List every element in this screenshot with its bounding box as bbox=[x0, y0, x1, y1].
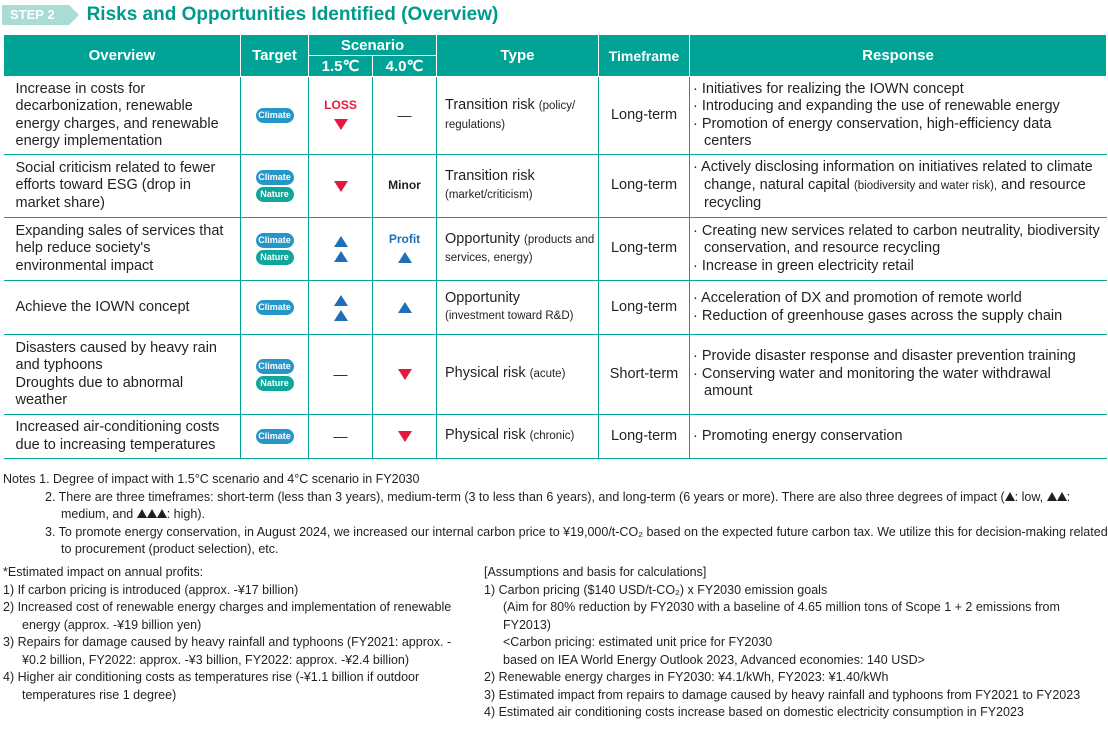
col-response: Response bbox=[690, 35, 1107, 77]
table-row bbox=[4, 77, 1107, 155]
minor-label: Minor bbox=[373, 155, 437, 218]
up-arrow-icon bbox=[398, 302, 412, 313]
up-arrow-icon bbox=[334, 295, 348, 306]
climate-badge: Climate bbox=[256, 233, 294, 248]
col-overview: Overview bbox=[4, 35, 241, 77]
table-row bbox=[4, 155, 1107, 218]
note-2: 2. There are three timeframes: short-term (less than 3 years), medium-term (3 to less than 6 years), and long-term (6 years or more). There are also three degrees of impact ( : low, : medium, and : high). bbox=[45, 489, 1071, 521]
nature-badge: Nature bbox=[256, 187, 294, 202]
impact-title: *Estimated impact on annual profits: bbox=[3, 565, 204, 579]
triangle-icon bbox=[1057, 492, 1067, 501]
response-item: · Promotion of energy conservation, high-efficiency data centers bbox=[693, 115, 1052, 149]
timeframe-cell: Long-term bbox=[599, 415, 690, 459]
page-title: Risks and Opportunities Identified (Overview) bbox=[86, 4, 499, 25]
table-row bbox=[4, 335, 1107, 415]
impact-item: 3) Repairs for damage caused by heavy rainfall and typhoons (FY2021: approx. -¥0.2 billion, FY2022: approx. -¥3 billion, FY2022: approx. -¥2.4 billion) bbox=[3, 635, 452, 667]
overview-cell: Increase in costs for decarbonization, renewable energy charges, and renewable energy implementation bbox=[4, 77, 241, 155]
type-main: Opportunity bbox=[445, 230, 520, 247]
col-type: Type bbox=[437, 35, 599, 77]
scenario-1-5-cell: — bbox=[309, 335, 373, 415]
response-item: · Actively disclosing information on initiatives related to climate change, natural capital (biodiversity and water risk), and resource recycling bbox=[693, 159, 1093, 212]
impact-item: 1) If carbon pricing is introduced (approx. -¥17 billion) bbox=[3, 582, 299, 597]
assumption-item: 1) Carbon pricing ($140 USD/t-CO₂) x FY2030 emission goals bbox=[484, 582, 828, 597]
estimated-impact bbox=[3, 564, 453, 704]
type-main: Transition risk bbox=[445, 168, 535, 184]
note-1: Notes 1. Degree of impact with 1.5°C scenario and 4°C scenario in FY2030 bbox=[3, 472, 420, 486]
assumption-item: 3) Estimated impact from repairs to damage caused by heavy rainfall and typhoons from FY2021 to FY2023 bbox=[484, 687, 1081, 702]
loss-label: LOSS bbox=[324, 98, 357, 113]
profit-label: Profit bbox=[388, 231, 421, 246]
type-sub: (products and services, energy) bbox=[445, 233, 595, 264]
scenario-4-0-cell: — bbox=[373, 77, 437, 155]
type-main: Transition risk bbox=[445, 97, 535, 113]
triangle-icon bbox=[1005, 492, 1015, 501]
overview-cell: Expanding sales of services that help reduce society's environmental impact bbox=[4, 218, 241, 281]
down-arrow-icon bbox=[334, 181, 348, 192]
climate-badge: Climate bbox=[256, 170, 294, 185]
type-main: Opportunity bbox=[445, 289, 520, 306]
overview-line: Droughts due to abnormal weather bbox=[15, 374, 184, 408]
up-arrow-icon bbox=[334, 310, 348, 321]
assumption-detail: based on IEA World Energy Outlook 2023, Advanced economies: 140 USD> bbox=[503, 652, 925, 667]
assumptions bbox=[484, 564, 1108, 722]
triangle-icon bbox=[157, 509, 167, 518]
col-scenario-1-5: 1.5℃ bbox=[309, 56, 373, 77]
response-item: · Acceleration of DX and promotion of remote world bbox=[693, 290, 1022, 306]
response-item: · Reduction of greenhouse gases across the supply chain bbox=[693, 307, 1063, 324]
timeframe-cell: Long-term bbox=[599, 218, 690, 281]
down-arrow-icon bbox=[334, 119, 348, 130]
risk-opportunity-table bbox=[3, 34, 1107, 459]
col-scenario: Scenario bbox=[309, 35, 437, 56]
type-main: Physical risk bbox=[445, 365, 526, 382]
table-row bbox=[4, 415, 1107, 459]
up-arrow-icon bbox=[334, 236, 348, 247]
timeframe-cell: Long-term bbox=[599, 77, 690, 155]
type-sub: (policy/ regulations) bbox=[445, 100, 576, 131]
climate-badge: Climate bbox=[256, 300, 294, 315]
table-row bbox=[4, 218, 1107, 281]
col-timeframe: Timeframe bbox=[599, 35, 690, 77]
climate-badge: Climate bbox=[256, 429, 294, 444]
assumptions-title: [Assumptions and basis for calculations] bbox=[484, 565, 707, 579]
type-sub: (chronic) bbox=[529, 430, 575, 443]
response-item: · Introducing and expanding the use of renewable energy bbox=[693, 98, 1060, 114]
down-arrow-icon bbox=[398, 369, 412, 380]
response-item: · Initiatives for realizing the IOWN concept bbox=[693, 80, 964, 97]
col-scenario-4-0: 4.0℃ bbox=[373, 56, 437, 77]
triangle-icon bbox=[137, 509, 147, 518]
assumption-detail: <Carbon pricing: estimated unit price for FY2030 bbox=[503, 635, 773, 649]
climate-badge: Climate bbox=[256, 108, 294, 123]
response-item: · Conserving water and monitoring the water withdrawal amount bbox=[693, 365, 1051, 400]
nature-badge: Nature bbox=[256, 250, 294, 265]
overview-line: Disasters caused by heavy rain and typhoons bbox=[15, 339, 217, 373]
type-main: Physical risk bbox=[445, 427, 526, 444]
notes bbox=[3, 471, 1108, 559]
col-target: Target bbox=[241, 35, 309, 77]
response-item: · Increase in green electricity retail bbox=[693, 257, 914, 274]
triangle-icon bbox=[147, 509, 157, 518]
step-badge: STEP 2 bbox=[2, 5, 69, 25]
scenario-1-5-cell: — bbox=[309, 415, 373, 459]
climate-badge: Climate bbox=[256, 359, 294, 374]
up-arrow-icon bbox=[398, 252, 412, 263]
type-sub: (acute) bbox=[529, 368, 566, 381]
assumption-item: 4) Estimated air conditioning costs increase based on domestic electricity consumption in FY2023 bbox=[484, 705, 1024, 719]
timeframe-cell: Long-term bbox=[599, 155, 690, 218]
section-header bbox=[2, 3, 498, 27]
impact-item: 2) Increased cost of renewable energy charges and implementation of renewable energy (approx. -¥19 billion yen) bbox=[3, 600, 452, 632]
response-item: · Promoting energy conservation bbox=[693, 427, 903, 444]
nature-badge: Nature bbox=[256, 376, 294, 391]
overview-cell: Achieve the IOWN concept bbox=[4, 281, 241, 335]
triangle-icon bbox=[1047, 492, 1057, 501]
impact-item: 4) Higher air conditioning costs as temperatures rise (-¥1.1 billion if outdoor temperatures rise 1 degree) bbox=[3, 670, 420, 702]
overview-cell: Increased air-conditioning costs due to increasing temperatures bbox=[4, 415, 241, 459]
response-item: · Provide disaster response and disaster prevention training bbox=[693, 348, 1076, 365]
timeframe-cell: Short-term bbox=[599, 335, 690, 415]
down-arrow-icon bbox=[398, 431, 412, 442]
table-row bbox=[4, 281, 1107, 335]
note-3: 3. To promote energy conservation, in August 2024, we increased our internal carbon price to ¥19,000/t-CO₂ based on the expected future carbon tax. We utilize this for decision-making related to procurement (product selection), etc. bbox=[45, 524, 1108, 556]
type-sub: (investment toward R&D) bbox=[445, 310, 574, 322]
assumption-item: 2) Renewable energy charges in FY2030: ¥4.1/kWh, FY2023: ¥1.40/kWh bbox=[484, 670, 889, 684]
assumption-detail: (Aim for 80% reduction by FY2030 with a baseline of 4.65 million tons of Scope 1 + 2 emissions from FY2013) bbox=[503, 600, 1060, 632]
type-sub: (market/criticism) bbox=[445, 188, 533, 201]
timeframe-cell: Long-term bbox=[599, 281, 690, 335]
up-arrow-icon bbox=[334, 251, 348, 262]
overview-cell: Social criticism related to fewer efforts toward ESG (drop in market share) bbox=[4, 155, 241, 218]
response-item: · Creating new services related to carbon neutrality, biodiversity conservation, and resource recycling bbox=[693, 222, 1100, 257]
